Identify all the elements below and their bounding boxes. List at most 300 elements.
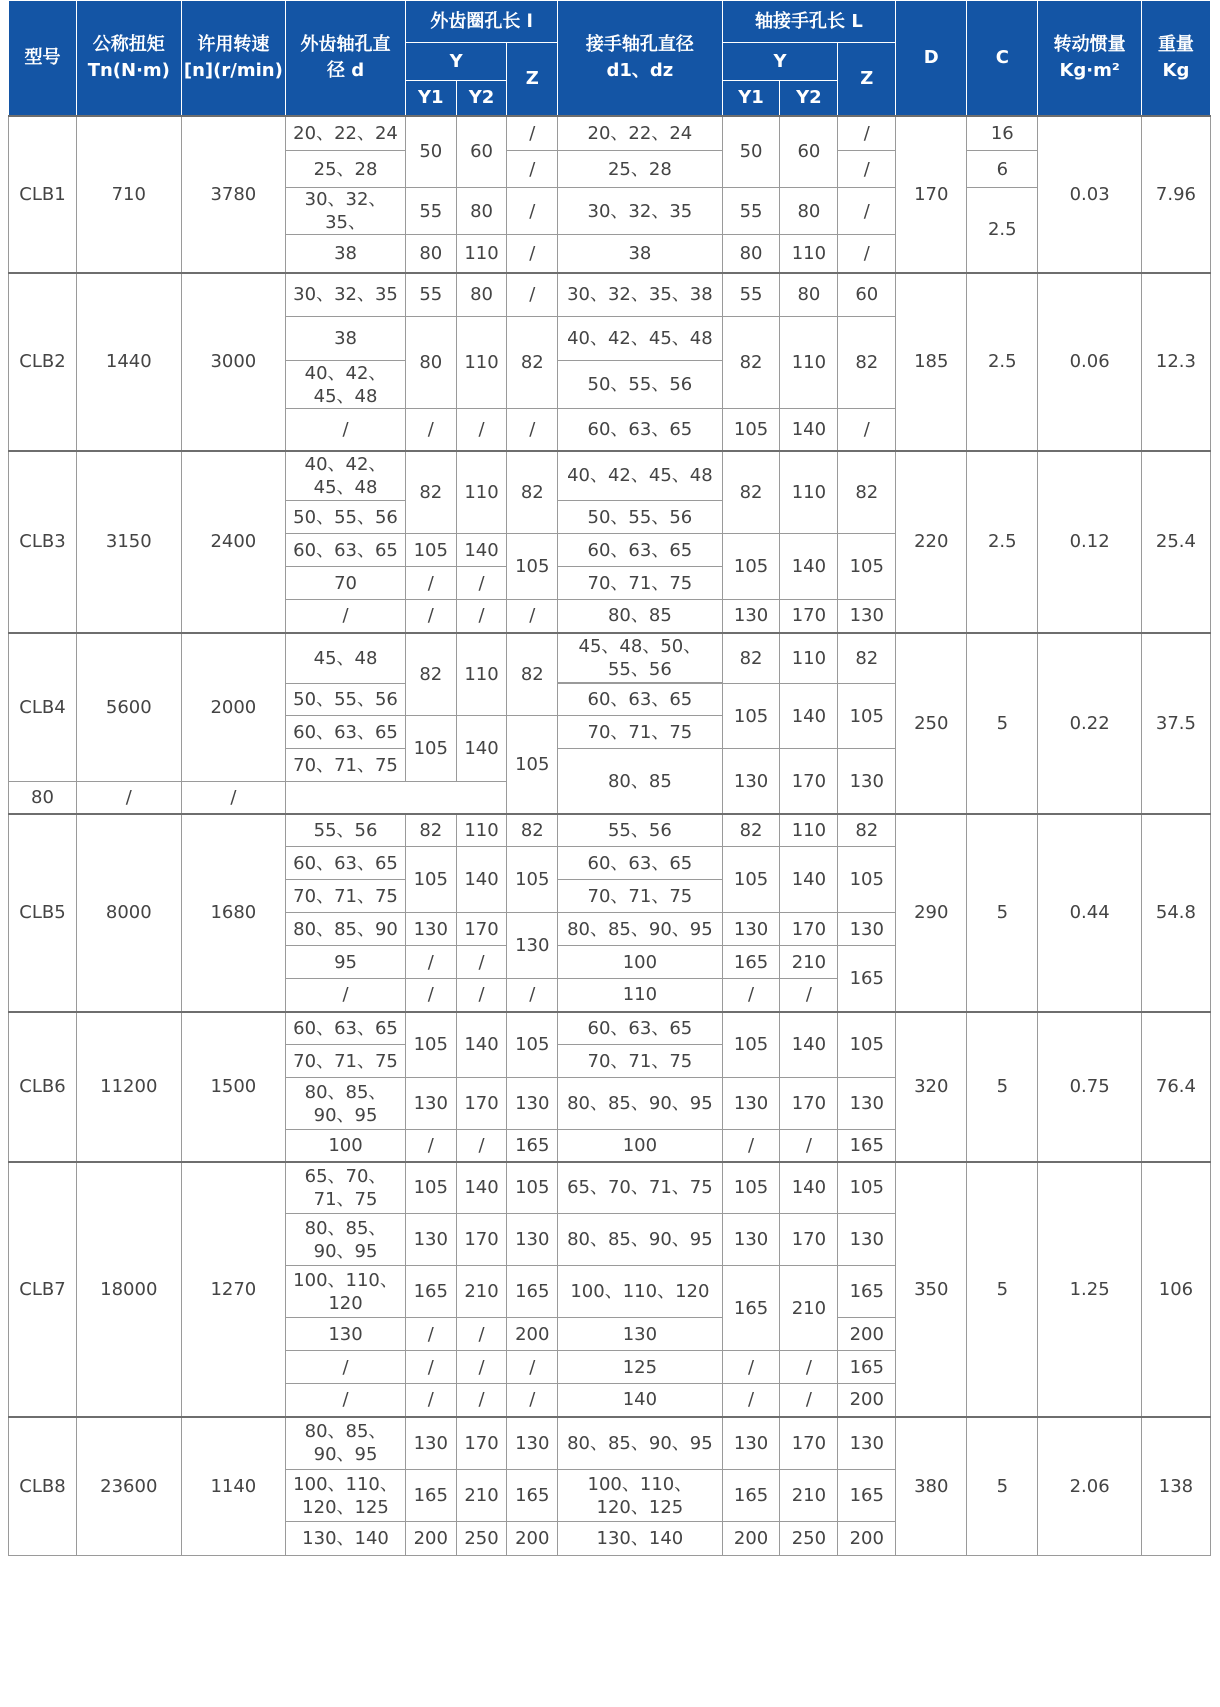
speed-value: 3000 — [181, 273, 286, 451]
bore-d: 55、56 — [286, 814, 406, 847]
C-value: 2.5 — [967, 273, 1038, 451]
adapter-y1: 55 — [722, 188, 780, 235]
adapter-z: 165 — [838, 1266, 896, 1318]
bore-d: 80 — [9, 782, 77, 814]
ring-z: / — [507, 1384, 558, 1417]
adapter-y1: 82 — [722, 633, 780, 684]
bore-d: 70 — [286, 567, 406, 600]
adapter-y2: 80 — [780, 188, 838, 235]
bore-d: 65、70、 71、75 — [286, 1162, 406, 1214]
bore-d: 60、63、65 — [286, 716, 406, 749]
speed-value: 1680 — [181, 814, 286, 1012]
header-speed: 许用转速 [n](r/min) — [181, 1, 286, 116]
ring-y1: 82 — [405, 814, 456, 847]
ring-y2: 110 — [456, 814, 507, 847]
weight-value: 25.4 — [1141, 451, 1210, 633]
ring-y1: / — [405, 1351, 456, 1384]
adapter-y1: 80 — [722, 235, 780, 273]
ring-y2: 110 — [456, 317, 507, 409]
model-name: CLB3 — [9, 451, 77, 633]
speed-value: 3780 — [181, 116, 286, 273]
bore-d1: 20、22、24 — [558, 116, 722, 151]
bore-d1: 65、70、71、75 — [558, 1162, 722, 1214]
adapter-y1: 165 — [722, 1470, 780, 1522]
bore-d1: 80、85、90、95 — [558, 913, 722, 946]
ring-y2: / — [456, 1384, 507, 1417]
torque-value: 5600 — [77, 633, 182, 782]
ring-y1: / — [405, 409, 456, 451]
ring-y2: 60 — [456, 116, 507, 188]
ring-y1: 80 — [405, 235, 456, 273]
bore-d: 45、48 — [286, 633, 406, 684]
bore-d1: 100、110、 120、125 — [558, 1470, 722, 1522]
adapter-y1: 105 — [722, 847, 780, 913]
bore-d: 60、63、65 — [286, 1012, 406, 1045]
bore-d: 80、85、 90、95 — [286, 1078, 406, 1130]
ring-y2: 140 — [456, 847, 507, 913]
header-ring-y2: Y2 — [456, 81, 507, 116]
ring-y1: 55 — [405, 188, 456, 235]
adapter-y1: 165 — [722, 1266, 780, 1351]
model-name: CLB8 — [9, 1417, 77, 1556]
ring-y2: 140 — [456, 534, 507, 567]
header-ring-z: Z — [507, 43, 558, 116]
header-ring-length: 外齿圈孔长 l — [405, 1, 557, 43]
ring-y1: / — [405, 1130, 456, 1162]
ring-y2: 170 — [456, 1078, 507, 1130]
weight-value: 106 — [1141, 1162, 1210, 1417]
ring-z: 105 — [507, 1162, 558, 1214]
ring-y2: / — [456, 1318, 507, 1351]
bore-d: 130、140 — [286, 1522, 406, 1556]
header-adapter-y: Y — [722, 43, 838, 81]
adapter-z: 200 — [838, 1384, 896, 1417]
bore-d: 20、22、24 — [286, 116, 406, 151]
adapter-y2: / — [780, 1351, 838, 1384]
bore-d1: 30、32、35、38 — [558, 273, 722, 317]
adapter-z: 200 — [838, 1318, 896, 1351]
C-value: 5 — [967, 1012, 1038, 1162]
ring-y2: 80 — [456, 273, 507, 317]
bore-d1: 70、71、75 — [558, 1045, 722, 1078]
bore-d: 60、63、65 — [286, 847, 406, 880]
D-value: 185 — [896, 273, 967, 451]
adapter-y2: 110 — [780, 317, 838, 409]
weight-value: 54.8 — [1141, 814, 1210, 1012]
ring-z: / — [507, 151, 558, 188]
bore-d: 70、71、75 — [286, 1045, 406, 1078]
adapter-z: / — [838, 188, 896, 235]
ring-y1: / — [77, 782, 182, 814]
header-weight: 重量 Kg — [1141, 1, 1210, 116]
model-name: CLB1 — [9, 116, 77, 273]
speed-value: 1140 — [181, 1417, 286, 1556]
adapter-y1: 130 — [722, 600, 780, 633]
bore-d1: 130 — [558, 1318, 722, 1351]
adapter-y2: 170 — [780, 749, 838, 814]
D-value: 170 — [896, 116, 967, 273]
adapter-y2: 110 — [780, 235, 838, 273]
bore-d1: 140 — [558, 1384, 722, 1417]
adapter-y1: 165 — [722, 946, 780, 979]
D-value: 320 — [896, 1012, 967, 1162]
ring-z: / — [507, 600, 558, 633]
ring-z: 82 — [507, 451, 558, 534]
ring-y2: / — [456, 1130, 507, 1162]
bore-d1: 25、28 — [558, 151, 722, 188]
ring-z: 165 — [507, 1266, 558, 1318]
bore-d1: 60、63、65 — [558, 684, 722, 716]
ring-z: / — [507, 409, 558, 451]
ring-y1: 105 — [405, 1012, 456, 1078]
inertia-value: 0.75 — [1038, 1012, 1142, 1162]
bore-d1: 55、56 — [558, 814, 722, 847]
ring-z: 165 — [507, 1130, 558, 1162]
inertia-value: 1.25 — [1038, 1162, 1142, 1417]
adapter-z: / — [838, 409, 896, 451]
bore-d: 100、110、 120 — [286, 1266, 406, 1318]
ring-z: 105 — [507, 534, 558, 600]
bore-d1: 70、71、75 — [558, 880, 722, 913]
bore-d1: 30、32、35 — [558, 188, 722, 235]
model-name: CLB6 — [9, 1012, 77, 1162]
header-model: 型号 — [9, 1, 77, 116]
header-C: C — [967, 1, 1038, 116]
adapter-y2: 170 — [780, 1214, 838, 1266]
adapter-z: 82 — [838, 451, 896, 534]
torque-value: 710 — [77, 116, 182, 273]
header-bore-d: 外齿轴孔直 径 d — [286, 1, 406, 116]
bore-d: 80、85、90 — [286, 913, 406, 946]
bore-d: 70、71、75 — [286, 880, 406, 913]
ring-y2: 250 — [456, 1522, 507, 1556]
ring-y2: / — [456, 946, 507, 979]
torque-value: 23600 — [77, 1417, 182, 1556]
bore-d: 70、71、75 — [286, 749, 406, 782]
ring-y1: 105 — [405, 716, 456, 782]
ring-y2: 110 — [456, 451, 507, 534]
C-value: 2.5 — [967, 188, 1038, 273]
header-adapter-y1: Y1 — [722, 81, 780, 116]
coupling-spec-table-wrapper — [8, 0, 1211, 1556]
ring-y1: 165 — [405, 1470, 456, 1522]
header-ring-y: Y — [405, 43, 507, 81]
adapter-y2: 170 — [780, 600, 838, 633]
ring-y2: 170 — [456, 1214, 507, 1266]
ring-y2: / — [456, 979, 507, 1012]
adapter-z: 165 — [838, 946, 896, 1012]
ring-y1: 200 — [405, 1522, 456, 1556]
adapter-z: 200 — [838, 1522, 896, 1556]
speed-value: 2400 — [181, 451, 286, 633]
weight-value: 76.4 — [1141, 1012, 1210, 1162]
bore-d1: 45、48、50、 55、56 — [558, 633, 722, 683]
speed-value: 1500 — [181, 1012, 286, 1162]
adapter-z: 130 — [838, 1078, 896, 1130]
D-value: 290 — [896, 814, 967, 1012]
adapter-z: 105 — [838, 1162, 896, 1214]
C-value: 16 — [967, 116, 1038, 151]
torque-value: 1440 — [77, 273, 182, 451]
ring-y1: / — [405, 979, 456, 1012]
ring-z: 105 — [507, 1012, 558, 1078]
ring-y1: 130 — [405, 1417, 456, 1470]
ring-z: 130 — [507, 1417, 558, 1470]
adapter-y2: 140 — [780, 409, 838, 451]
ring-y2: 210 — [456, 1266, 507, 1318]
bore-d: 50、55、56 — [286, 684, 406, 716]
adapter-y1: 130 — [722, 913, 780, 946]
ring-y2: 110 — [456, 633, 507, 716]
bore-d1: 100、110、120 — [558, 1266, 722, 1318]
C-value: 5 — [967, 633, 1038, 814]
adapter-z: 82 — [838, 814, 896, 847]
ring-y1: / — [405, 946, 456, 979]
adapter-z: 130 — [838, 749, 896, 814]
inertia-value: 0.12 — [1038, 451, 1142, 633]
adapter-z: 165 — [838, 1130, 896, 1162]
adapter-y1: / — [722, 1384, 780, 1417]
bore-d: / — [286, 979, 406, 1012]
header-adapter-y2: Y2 — [780, 81, 838, 116]
ring-y1: 130 — [405, 1214, 456, 1266]
adapter-y2: 140 — [780, 847, 838, 913]
adapter-z: 60 — [838, 273, 896, 317]
adapter-y1: 130 — [722, 749, 780, 814]
bore-d: / — [286, 1384, 406, 1417]
adapter-y1: 130 — [722, 1214, 780, 1266]
ring-y1: 105 — [405, 847, 456, 913]
bore-d1: 80、85 — [558, 600, 722, 633]
bore-d: 38 — [286, 317, 406, 361]
inertia-value: 0.03 — [1038, 116, 1142, 273]
ring-y2: 140 — [456, 716, 507, 782]
adapter-z: 105 — [838, 534, 896, 600]
ring-z: 82 — [507, 317, 558, 409]
bore-d1: 60、63、65 — [558, 409, 722, 451]
adapter-y1: 130 — [722, 1417, 780, 1470]
adapter-z: / — [838, 116, 896, 151]
adapter-y1: / — [722, 1130, 780, 1162]
bore-d1: 80、85、90、95 — [558, 1078, 722, 1130]
ring-y1: 105 — [405, 534, 456, 567]
speed-value: 2000 — [181, 633, 286, 782]
adapter-y2: 170 — [780, 913, 838, 946]
adapter-y2: 210 — [780, 1266, 838, 1351]
ring-z: / — [507, 116, 558, 151]
header-adapter-length: 轴接手孔长 L — [722, 1, 896, 43]
ring-z: 130 — [507, 1078, 558, 1130]
bore-d1: 70、71、75 — [558, 716, 722, 749]
ring-y1: / — [405, 567, 456, 600]
ring-z: / — [507, 188, 558, 235]
adapter-z: 130 — [838, 1214, 896, 1266]
adapter-y1: 130 — [722, 1078, 780, 1130]
model-name: CLB2 — [9, 273, 77, 451]
bore-d1: 80、85、90、95 — [558, 1417, 722, 1470]
adapter-y2: 140 — [780, 684, 838, 749]
bore-d1: 110 — [558, 979, 722, 1012]
header-torque: 公称扭矩 Tn(N·m) — [77, 1, 182, 116]
ring-y2: / — [456, 567, 507, 600]
bore-d1: 100 — [558, 1130, 722, 1162]
adapter-y1: 105 — [722, 1012, 780, 1078]
bore-d: 30、32、 35、 — [286, 188, 406, 235]
adapter-z: / — [838, 151, 896, 188]
ring-z: 130 — [507, 1214, 558, 1266]
weight-value: 37.5 — [1141, 633, 1210, 814]
D-value: 220 — [896, 451, 967, 633]
adapter-y1: 50 — [722, 116, 780, 188]
bore-d1: 80、85、90、95 — [558, 1214, 722, 1266]
coupling-spec-table — [8, 0, 1211, 1556]
adapter-y2: / — [780, 979, 838, 1012]
C-value: 5 — [967, 1417, 1038, 1556]
C-value: 5 — [967, 814, 1038, 1012]
weight-value: 12.3 — [1141, 273, 1210, 451]
adapter-y2: 210 — [780, 946, 838, 979]
ring-y1: 105 — [405, 1162, 456, 1214]
adapter-y1: 82 — [722, 814, 780, 847]
adapter-z: 105 — [838, 847, 896, 913]
bore-d1: 60、63、65 — [558, 847, 722, 880]
header-D: D — [896, 1, 967, 116]
adapter-y1: 200 — [722, 1522, 780, 1556]
header-ring-y1: Y1 — [405, 81, 456, 116]
adapter-y2: 250 — [780, 1522, 838, 1556]
bore-d1: 60、63、65 — [558, 534, 722, 567]
ring-z: 165 — [507, 1470, 558, 1522]
header-inertia: 转动惯量 Kg·m² — [1038, 1, 1142, 116]
ring-y1: 130 — [405, 913, 456, 946]
bore-d: 25、28 — [286, 151, 406, 188]
adapter-y2: 140 — [780, 1162, 838, 1214]
adapter-y2: 140 — [780, 1012, 838, 1078]
ring-y1: 50 — [405, 116, 456, 188]
adapter-y2: 210 — [780, 1470, 838, 1522]
bore-d1: 130、140 — [558, 1522, 722, 1556]
table-body — [9, 116, 1211, 1556]
adapter-y2: / — [780, 1384, 838, 1417]
adapter-z: 130 — [838, 1417, 896, 1470]
bore-d1: 100 — [558, 946, 722, 979]
bore-d1: 125 — [558, 1351, 722, 1384]
ring-z: / — [507, 235, 558, 273]
bore-d: 100 — [286, 1130, 406, 1162]
ring-y1: / — [405, 1318, 456, 1351]
bore-d: 100、110、 120、125 — [286, 1470, 406, 1522]
ring-z: 105 — [507, 716, 558, 814]
adapter-y1: 82 — [722, 317, 780, 409]
adapter-y1: / — [722, 1351, 780, 1384]
D-value: 350 — [896, 1162, 967, 1417]
adapter-z: 130 — [838, 600, 896, 633]
bore-d: 30、32、35 — [286, 273, 406, 317]
weight-value: 138 — [1141, 1417, 1210, 1556]
bore-d1: 38 — [558, 235, 722, 273]
ring-y2: 110 — [456, 235, 507, 273]
bore-d: / — [286, 409, 406, 451]
ring-z: 82 — [507, 633, 558, 716]
header-bore-d1: 接手轴孔直径 d1、dz — [558, 1, 722, 116]
bore-d: / — [286, 600, 406, 633]
adapter-y1: 55 — [722, 273, 780, 317]
bore-d: 60、63、65 — [286, 534, 406, 567]
torque-value: 3150 — [77, 451, 182, 633]
ring-z: 82 — [507, 814, 558, 847]
bore-d1: 50、55、56 — [558, 361, 722, 409]
ring-z: 200 — [507, 1522, 558, 1556]
ring-y2: 140 — [456, 1012, 507, 1078]
ring-z: / — [507, 979, 558, 1012]
ring-y2: 140 — [456, 1162, 507, 1214]
ring-z: 200 — [507, 1318, 558, 1351]
bore-d: 40、42、 45、48 — [286, 361, 406, 409]
bore-d: 40、42、 45、48 — [286, 451, 406, 501]
adapter-z: 105 — [838, 684, 896, 749]
adapter-z: 82 — [838, 317, 896, 409]
bore-d: 50、55、56 — [286, 501, 406, 534]
ring-y2: / — [456, 600, 507, 633]
adapter-y1: 105 — [722, 409, 780, 451]
adapter-y2: 110 — [780, 633, 838, 684]
bore-d: 80、85、 90、95 — [286, 1417, 406, 1470]
bore-d1: 40、42、45、48 — [558, 451, 722, 501]
adapter-y2: 140 — [780, 534, 838, 600]
ring-y1: 80 — [405, 317, 456, 409]
adapter-z: 105 — [838, 1012, 896, 1078]
ring-y2: 210 — [456, 1470, 507, 1522]
adapter-y2: / — [780, 1130, 838, 1162]
adapter-y1: 105 — [722, 1162, 780, 1214]
adapter-y1: 105 — [722, 684, 780, 749]
ring-z: 105 — [507, 847, 558, 913]
inertia-value: 0.44 — [1038, 814, 1142, 1012]
C-value: 6 — [967, 151, 1038, 188]
model-name: CLB5 — [9, 814, 77, 1012]
bore-d: 38 — [286, 235, 406, 273]
adapter-y2: 80 — [780, 273, 838, 317]
bore-d1: 40、42、45、48 — [558, 317, 722, 361]
ring-y1: 165 — [405, 1266, 456, 1318]
ring-y2: 80 — [456, 188, 507, 235]
ring-y1: 130 — [405, 1078, 456, 1130]
header-adapter-z: Z — [838, 43, 896, 116]
bore-d1: 60、63、65 — [558, 1012, 722, 1045]
ring-z: 130 — [507, 913, 558, 979]
bore-d: 130 — [286, 1318, 406, 1351]
adapter-z: / — [838, 235, 896, 273]
ring-y1: 82 — [405, 633, 456, 716]
model-name: CLB7 — [9, 1162, 77, 1417]
bore-d1: 80、85 — [558, 749, 722, 814]
torque-value: 18000 — [77, 1162, 182, 1417]
adapter-z: 130 — [838, 913, 896, 946]
adapter-y1: 105 — [722, 534, 780, 600]
model-name: CLB4 — [9, 633, 77, 782]
inertia-value: 0.06 — [1038, 273, 1142, 451]
ring-y2: 170 — [456, 1417, 507, 1470]
ring-y2: / — [456, 1351, 507, 1384]
adapter-y1: 82 — [722, 451, 780, 534]
ring-y2: / — [456, 409, 507, 451]
ring-y1: / — [405, 1384, 456, 1417]
adapter-y2: 170 — [780, 1078, 838, 1130]
ring-y1: 55 — [405, 273, 456, 317]
speed-value: 1270 — [181, 1162, 286, 1417]
adapter-y1: / — [722, 979, 780, 1012]
adapter-z: 165 — [838, 1351, 896, 1384]
